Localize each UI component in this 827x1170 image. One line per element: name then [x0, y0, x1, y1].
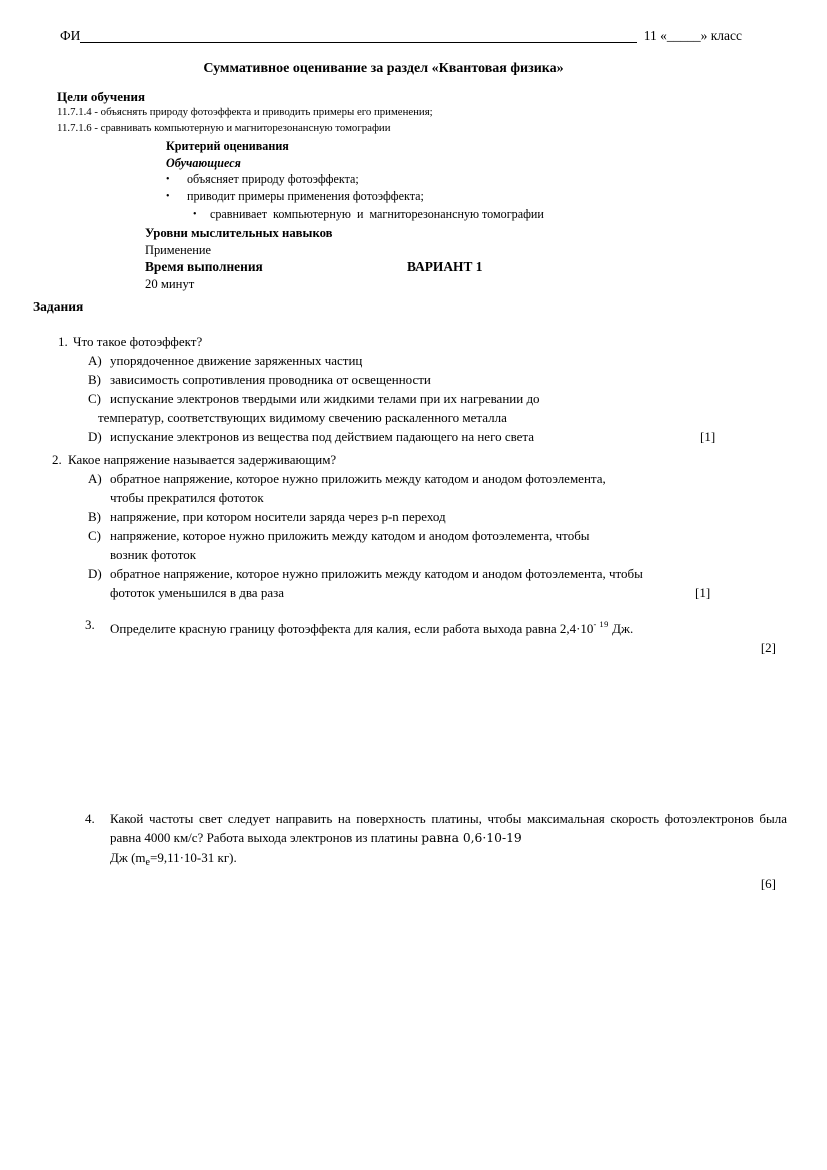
criteria-item [166, 188, 787, 205]
goal-item: 11.7.1.6 - сравнивать компьютерную и магниторезонансную томографии [57, 121, 391, 134]
option-c [88, 526, 790, 564]
variant-label: ВАРИАНТ 1 [407, 259, 483, 275]
option-text-line1: испускание электронов твердыми или жидкими телами при их нагревании до [110, 391, 540, 407]
bullet-icon: • [166, 191, 170, 203]
option-text: напряжение, при котором носители заряда через p-n переход [110, 509, 446, 525]
question-3-stem [85, 615, 787, 638]
question-2 [52, 450, 790, 602]
question-1 [58, 332, 790, 446]
criteria-item-text: приводит примеры применения фотоэффекта; [187, 189, 424, 204]
page-title: Суммативное оценивание за раздел «Квантовая физика» [203, 61, 564, 76]
question-text: Что такое фотоэффект? [73, 334, 203, 350]
option-d [88, 427, 790, 446]
points-badge: [2] [760, 640, 776, 656]
option-text-line1: обратное напряжение, которое нужно приложить между катодом и анодом фотоэлемента, чтобы [110, 566, 643, 582]
question-number: 4. [85, 811, 95, 827]
bullet-icon: • [193, 208, 197, 220]
exponent: - 19 [593, 619, 609, 630]
option-text [110, 564, 790, 602]
option-b [88, 507, 790, 526]
question-3 [85, 615, 787, 657]
criteria-item [193, 206, 787, 223]
levels-value: Применение [145, 242, 212, 257]
criteria-item-text: объясняет природу фотоэффекта; [187, 172, 359, 186]
option-text: зависимость сопротивления проводника от освещенности [110, 372, 431, 388]
option-marker: D) [88, 429, 102, 445]
assessment-criteria [166, 138, 787, 223]
tasks-heading: Задания [33, 299, 84, 315]
option-text-line1: испускание электронов из вещества под действием падающего на него света [110, 429, 535, 445]
criteria-heading: Критерий оценивания [166, 139, 289, 154]
option-marker: B) [88, 509, 101, 525]
option-text-line2: возник фототок [110, 547, 197, 563]
question-number: 3. [85, 617, 95, 633]
header [60, 27, 742, 44]
points-badge: [6] [760, 876, 776, 892]
points-badge: [1] [700, 429, 716, 445]
question-number: 2. [52, 452, 62, 468]
goals-heading: Цели обучения [57, 89, 146, 104]
time-value: 20 минут [145, 276, 195, 291]
criteria-subheading: Обучающиеся [166, 155, 241, 170]
question-2-options [88, 469, 790, 602]
time-heading: Время выполнения [145, 259, 263, 275]
question-1-stem [58, 332, 790, 351]
time-row [145, 258, 787, 276]
criteria-item-text: сравнивает компьютерную и магниторезонансную томографии [210, 206, 544, 221]
option-text [110, 469, 790, 507]
levels-heading: Уровни мыслительных навыков [145, 226, 333, 241]
option-marker: C) [88, 528, 101, 544]
name-label: ФИ [60, 28, 81, 43]
option-text-line2: температур, соответствующих видимому свечению раскаленного металла [98, 410, 507, 426]
option-d [88, 564, 790, 602]
learning-goals [57, 88, 787, 136]
question-text: Какой частоты свет следует направить на поверхность платины, чтобы максимальная скорость фотоэлектронов была равна 4000 км/с? Работа выхода электронов из платины равна 0,6·10-19 Дж ($m_е=9,11\cdot 10-31$ кг). [110, 811, 787, 869]
option-marker: A) [88, 471, 102, 487]
option-a [88, 469, 790, 507]
thinking-levels [145, 225, 787, 293]
question-2-stem [52, 450, 790, 469]
option-text-line1: обратное напряжение, которое нужно приложить между катодом и анодом фотоэлемента, [110, 471, 606, 487]
question-text: Определите красную границу фотоэффекта для калия, если работа выхода равна $2,4\cdot 10^{- 19}$ Дж. [110, 619, 634, 637]
goal-item: 11.7.1.4 - объяснять природу фотоэффекта и приводить примеры его применения; [57, 106, 433, 118]
subscript: е [145, 857, 150, 869]
option-text-line1: напряжение, которое нужно приложить между катодом и анодом фотоэлемента, чтобы [110, 528, 590, 544]
question-4-stem [85, 809, 787, 872]
question-4 [85, 809, 787, 893]
class-label: 11 «_____» класс [643, 28, 742, 43]
option-marker: A) [88, 353, 102, 369]
option-text [110, 427, 790, 446]
option-a [88, 351, 790, 370]
option-marker: C) [88, 391, 101, 407]
option-marker: B) [88, 372, 101, 388]
bullet-icon: • [166, 174, 170, 185]
question-text: Какое напряжение называется задерживающим? [68, 452, 337, 468]
option-text-line2: фототок уменьшился в два раза [1] [110, 585, 711, 601]
option-c [88, 389, 790, 427]
option-text: упорядоченное движение заряженных частиц [110, 353, 363, 369]
question-number: 1. [58, 334, 68, 350]
option-text [110, 526, 790, 564]
inserted-value: равна 0,6·10-19 [421, 831, 522, 846]
question-1-options [88, 351, 790, 446]
option-b [88, 370, 790, 389]
criteria-item [166, 171, 787, 188]
option-text-line2: чтобы прекратился фототок [110, 490, 264, 506]
points-badge: [1] [695, 585, 711, 601]
option-marker: D) [88, 566, 102, 582]
option-text [98, 389, 790, 427]
name-blank-line [80, 29, 636, 43]
